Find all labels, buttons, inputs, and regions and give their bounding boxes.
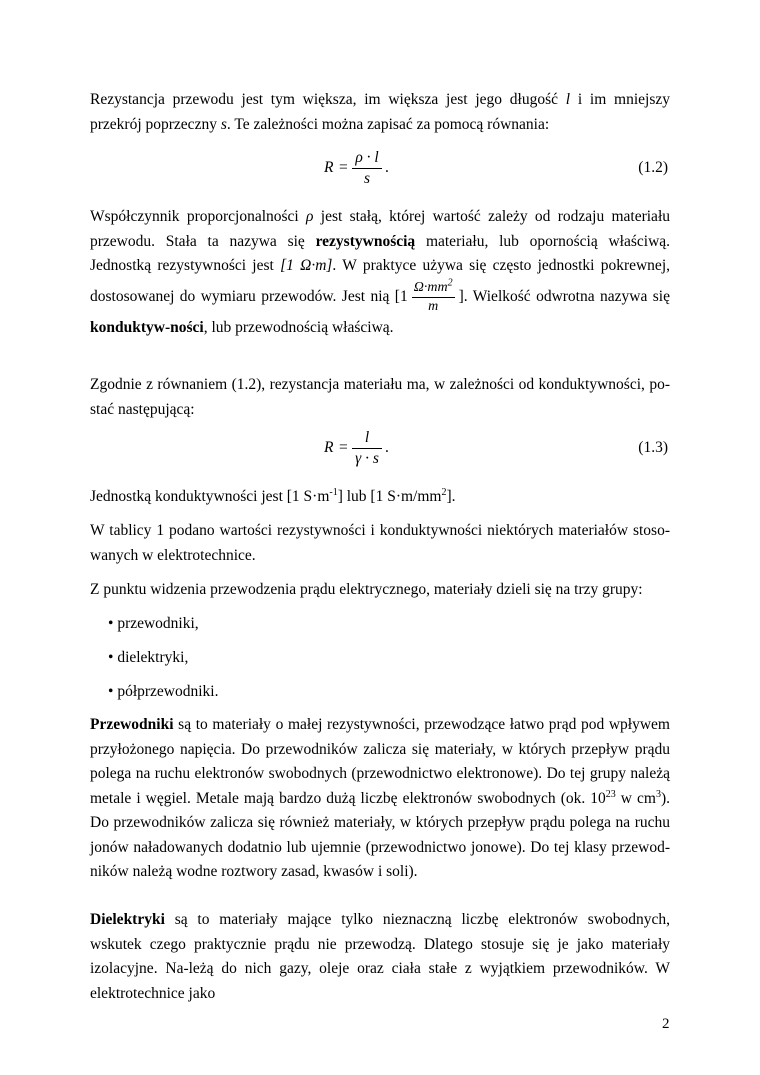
paragraph-table-reference: W tablicy 1 podano wartości rezystywności i konduktywności niektórych materiałów stoso-wanych w elektrotechnice. xyxy=(90,522,670,564)
list-item xyxy=(108,612,199,637)
unit-num-text: Ω·mm xyxy=(413,279,448,295)
paragraph-resistance-intro xyxy=(90,88,670,137)
list-item-text: przewodniki, xyxy=(117,615,199,632)
list-item xyxy=(108,646,188,671)
superscript: -1 xyxy=(329,486,338,498)
paragraph-dielectrics xyxy=(90,908,670,1006)
page-number: 2 xyxy=(662,1016,670,1032)
equation-lhs: R xyxy=(324,159,334,176)
equation-number: (1.2) xyxy=(638,159,668,176)
equation-period: . xyxy=(385,439,389,456)
superscript: 2 xyxy=(447,276,453,288)
unit-fraction-denominator: m xyxy=(428,298,439,314)
superscript: 3 xyxy=(655,788,661,800)
equation-fraction xyxy=(352,428,382,469)
text: . Te zależności można zapisać za pomocą równania: xyxy=(226,115,550,133)
text: Rezystancja przewodu jest tym większa, im większa jest jego długość xyxy=(90,91,566,108)
text: ]. xyxy=(446,488,456,505)
bullet-marker: • xyxy=(108,649,114,666)
paragraph-conductivity-form: Zgodnie z równaniem (1.2), rezystancja materiału ma, w zależności od konduktywności, po-stać następującą: xyxy=(90,376,670,418)
text: Jednostką konduktywności jest [1 S·m xyxy=(90,488,330,505)
unit-fraction-numerator xyxy=(412,276,455,298)
unit-ohm-meter: [1 Ω·m] xyxy=(280,257,333,274)
superscript: 23 xyxy=(605,788,616,800)
text: materiału, lub opornością właściwą. Jednostką rezystywności jest xyxy=(90,232,671,274)
fraction-numerator: ρ · l xyxy=(352,148,382,169)
equation-period: . xyxy=(385,159,389,176)
term-conductivity: konduktyw-ności xyxy=(90,318,204,336)
text: i im mniejszy przekrój poprzeczny xyxy=(90,91,670,133)
fraction-numerator: l xyxy=(352,428,382,449)
text: , lub przewodnością właściwą. xyxy=(203,318,394,336)
paragraph-conductors xyxy=(90,713,670,885)
text: są to materiały o małej rezystywności, przewodzące łatwo prąd pod wpływem przyłożonego napięcia. Do przewodników zalicza się materiały, w których przepływ prądu polega na ruchu elektronów swobodnych (przewodnictwo elektronowe). Do tej grupy należą metale i węgiel. Metale mają bardzo dużą liczbę elektronów swobodnych (ok. 10 xyxy=(90,716,670,807)
bullet-marker: • xyxy=(108,683,114,700)
equation-1-2 xyxy=(0,148,760,198)
term-dielectrics: Dielektryki xyxy=(90,911,165,928)
text: w cm xyxy=(615,789,656,807)
equation-1-3 xyxy=(0,428,760,478)
list-item-text: dielektryki, xyxy=(117,649,189,666)
list-item xyxy=(108,680,218,705)
unit-fraction xyxy=(412,276,455,316)
superscript: 2 xyxy=(441,486,447,498)
term-resistivity: rezystywnością xyxy=(315,232,416,250)
text: ] lub [1 S·m/mm xyxy=(337,488,442,505)
symbol-rho: ρ xyxy=(306,208,314,225)
equation-fraction xyxy=(352,148,382,189)
text: jest stałą, której wartość zależy od rodzaju materiału przewodu. Stała ta nazywa się xyxy=(90,208,670,250)
term-conductors: Przewodniki xyxy=(90,716,174,733)
equation-equals: = xyxy=(339,439,348,456)
bullet-marker: • xyxy=(108,615,114,632)
text: . W praktyce używa się często jednostki pokrewnej, dostosowanej do wymiaru przewodów. Jest nią [1 xyxy=(90,257,670,305)
text: ). Do przewodników zalicza się również materiały, w których przepływ prądu polega na ruchu jonów naładowanych dodatnio lub ujemnie (przewodnictwo jonowe). Do tej klasy przewod-ników należą wodne roztwory zasad, kwasów i soli). xyxy=(90,789,670,880)
text: ]. Wielkość odwrotna nazywa się xyxy=(458,287,670,305)
text: Współczynnik proporcjonalności xyxy=(90,208,307,225)
equation-equals: = xyxy=(339,159,348,176)
text: są to materiały mające tylko nieznaczną liczbę elektronów swobodnych, wskutek czego praktycznie prądu nie przewodzą. Dlatego stosuje się je jako materiały izolacyjne. Na-leżą do nich gazy, oleje oraz ciała stałe z wyjątkiem przewodników. W elektrotechnice jako xyxy=(90,911,670,1002)
equation-number: (1.3) xyxy=(638,439,668,456)
equation-lhs: R xyxy=(324,439,334,456)
fraction-denominator: γ · s xyxy=(355,450,379,467)
paragraph-conductivity-unit xyxy=(90,485,670,510)
symbol-s: s xyxy=(220,115,227,133)
list-item-text: półprzewodniki. xyxy=(117,683,219,700)
paragraph-material-groups: Z punktu widzenia przewodzenia prądu elektrycznego, materiały dzieli się na trzy grupy: xyxy=(90,581,643,598)
paragraph-resistivity xyxy=(90,205,670,340)
symbol-l: l xyxy=(565,91,571,108)
fraction-denominator: s xyxy=(363,170,371,187)
